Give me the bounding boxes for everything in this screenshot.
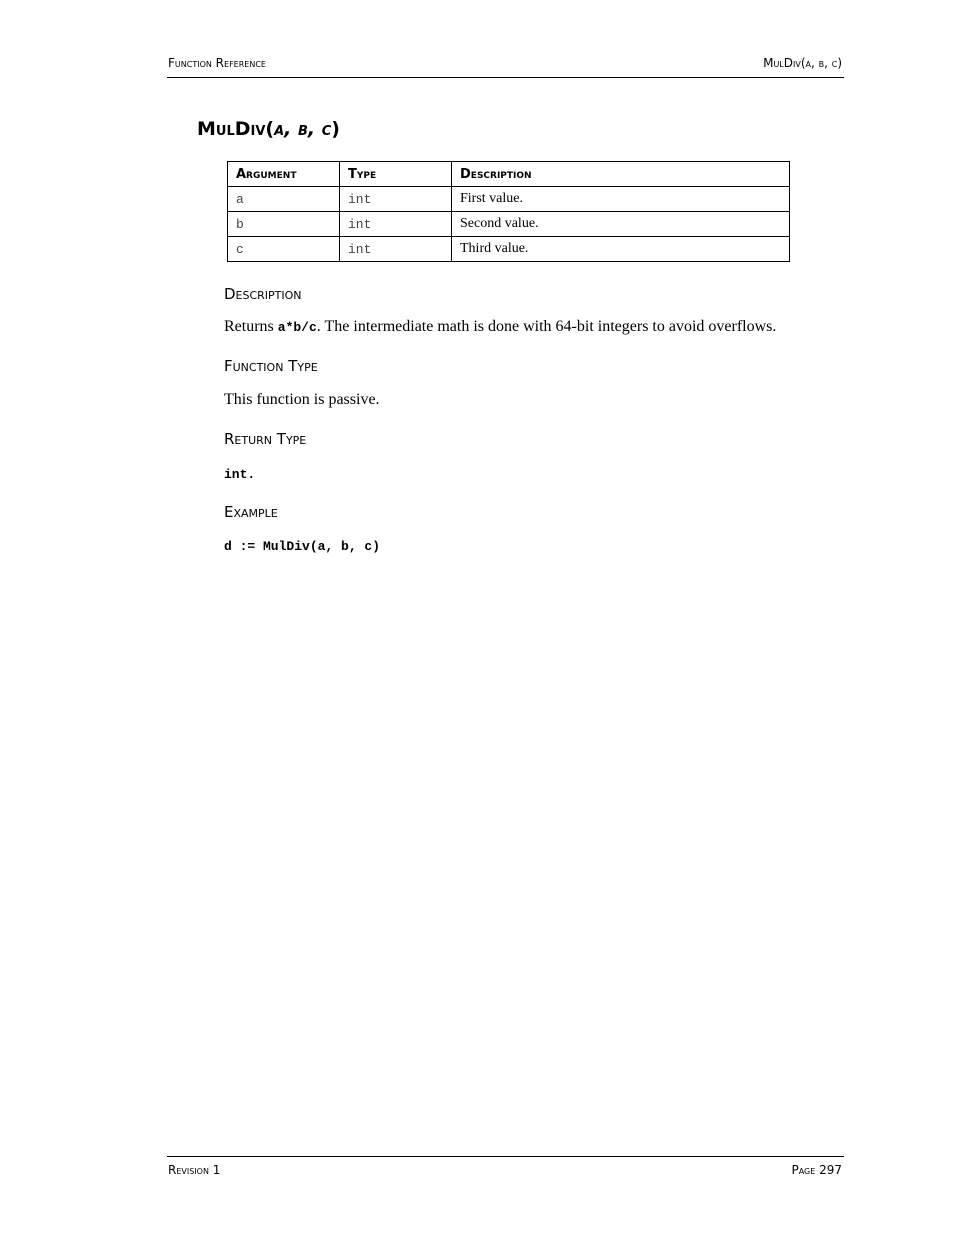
table-row xyxy=(228,212,790,237)
description-cell: Third value. xyxy=(452,237,790,262)
column-header-argument: Argument xyxy=(228,162,340,187)
description-text xyxy=(224,318,776,336)
table-row xyxy=(228,187,790,212)
title-open-paren: ( xyxy=(265,118,275,140)
description-cell: First value. xyxy=(452,187,790,212)
example-heading: Example xyxy=(224,503,278,521)
column-header-description: Description xyxy=(452,162,790,187)
function-type-text: This function is passive. xyxy=(224,391,380,408)
description-heading: Description xyxy=(224,285,302,303)
page-title xyxy=(197,118,340,140)
return-type-heading: Return Type xyxy=(224,430,307,448)
type-cell: int xyxy=(340,187,452,212)
table-row xyxy=(228,237,790,262)
function-type-heading: Function Type xyxy=(224,357,318,375)
table-header-row xyxy=(228,162,790,187)
type-cell: int xyxy=(340,212,452,237)
argument-cell: c xyxy=(228,237,340,262)
description-cell: Second value. xyxy=(452,212,790,237)
header-section-title: Function Reference xyxy=(168,56,266,70)
example-code: d := MulDiv(a, b, c) xyxy=(224,539,381,554)
argument-cell: a xyxy=(228,187,340,212)
argument-cell: b xyxy=(228,212,340,237)
function-args: a, b, c xyxy=(274,118,332,140)
type-cell: int xyxy=(340,237,452,262)
header-function-title: MulDiv(a, b, c) xyxy=(763,56,842,70)
function-name: MulDiv xyxy=(197,118,266,140)
column-header-type: Type xyxy=(340,162,452,187)
title-close-paren: ) xyxy=(331,118,340,140)
description-code: a*b/c xyxy=(277,320,317,335)
description-suffix: . The intermediate math is done with 64-bit integers to avoid overflows. xyxy=(316,318,777,335)
page-footer xyxy=(167,1156,844,1177)
return-type-text: int. xyxy=(224,467,256,482)
footer-revision: Revision 1 xyxy=(168,1163,221,1177)
footer-page-number: Page 297 xyxy=(791,1163,842,1177)
arguments-table xyxy=(227,161,790,262)
page-header xyxy=(167,55,844,78)
description-prefix: Returns xyxy=(224,318,278,335)
